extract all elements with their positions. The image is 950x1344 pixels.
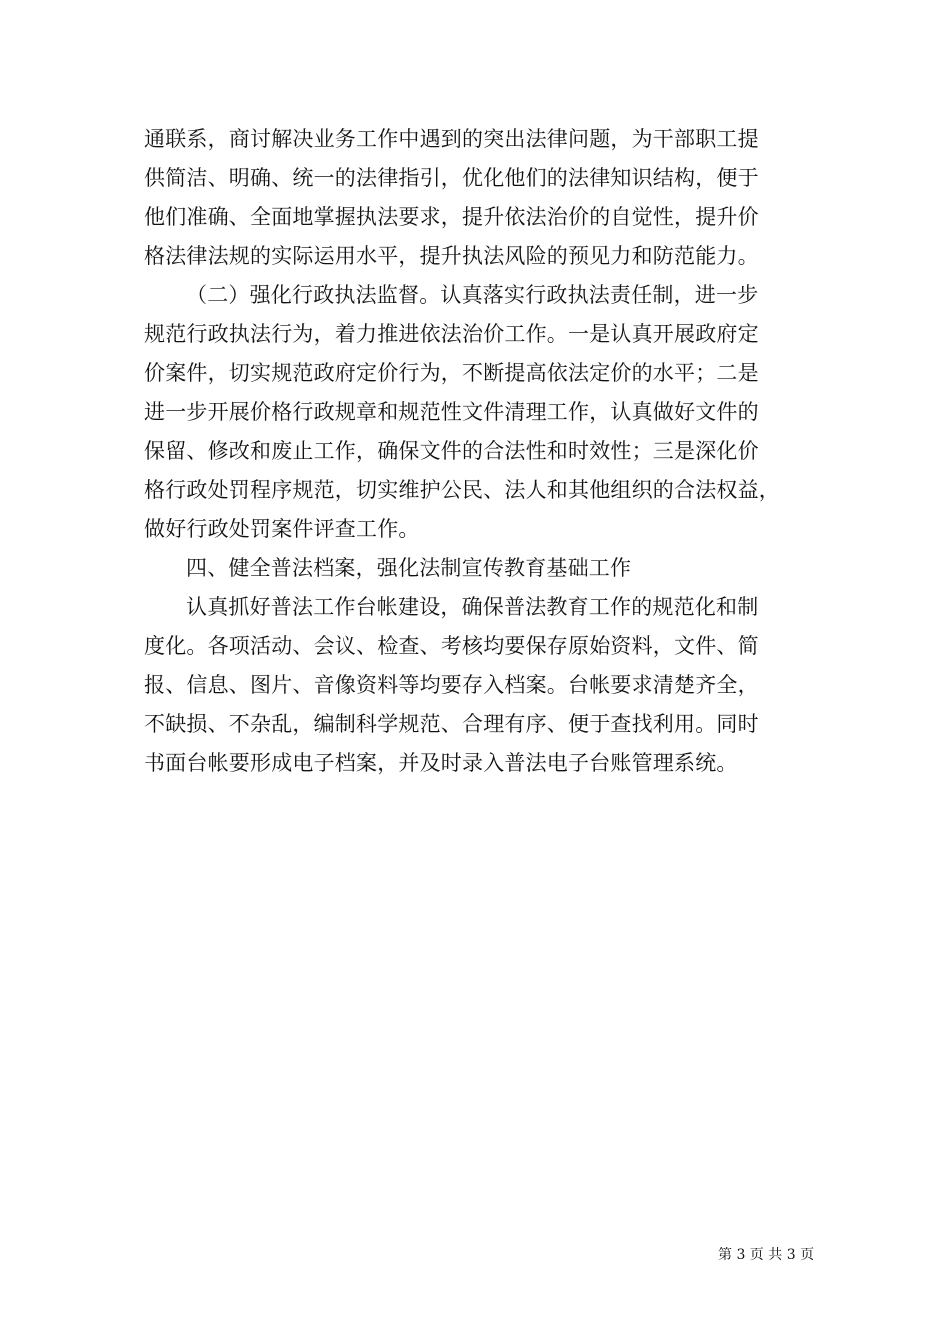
text-line: 通联系，商讨解决业务工作中遇到的突出法律问题，为干部职工提 xyxy=(144,127,759,151)
text-line: 保留、修改和废止工作，确保文件的合法性和时效性；三是深化价 xyxy=(144,439,759,463)
page-number-footer: 第 3 页 共 3 页 xyxy=(718,1247,815,1263)
text-line: 格行政处罚程序规范，切实维护公民、法人和其他组织的合法权益， xyxy=(144,478,780,502)
text-line: （二）强化行政执法监督。认真落实行政执法责任制，进一步 xyxy=(186,283,759,307)
text-line: 不缺损、不杂乱，编制科学规范、合理有序、便于查找利用。同时 xyxy=(144,712,759,736)
text-line: 度化。各项活动、会议、检查、考核均要保存原始资料，文件、简 xyxy=(144,634,759,658)
text-line: 他们准确、全面地掌握执法要求，提升依法治价的自觉性，提升价 xyxy=(144,205,759,229)
document-body xyxy=(144,120,814,783)
text-line: 书面台帐要形成电子档案，并及时录入普法电子台账管理系统。 xyxy=(144,751,738,775)
text-line: 认真抓好普法工作台帐建设，确保普法教育工作的规范化和制 xyxy=(186,595,759,619)
text-line: 规范行政执法行为，着力推进依法治价工作。一是认真开展政府定 xyxy=(144,322,759,346)
text-line: 价案件，切实规范政府定价行为，不断提高依法定价的水平；二是 xyxy=(144,361,759,385)
paragraph-continuation xyxy=(144,120,814,276)
section-heading xyxy=(144,549,814,588)
text-line: 格法律法规的实际运用水平，提升执法风险的预见力和防范能力。 xyxy=(144,244,759,268)
paragraph-archive-building xyxy=(144,588,814,783)
text-line: 供简洁、明确、统一的法律指引，优化他们的法律知识结构，便于 xyxy=(144,166,759,190)
paragraph-law-enforcement-supervision xyxy=(144,276,814,549)
text-line: 做好行政处罚案件评查工作。 xyxy=(144,517,420,541)
text-line: 报、信息、图片、音像资料等均要存入档案。台帐要求清楚齐全， xyxy=(144,673,759,697)
heading-line: 四、健全普法档案，强化法制宣传教育基础工作 xyxy=(186,556,632,580)
text-line: 进一步开展价格行政规章和规范性文件清理工作，认真做好文件的 xyxy=(144,400,759,424)
